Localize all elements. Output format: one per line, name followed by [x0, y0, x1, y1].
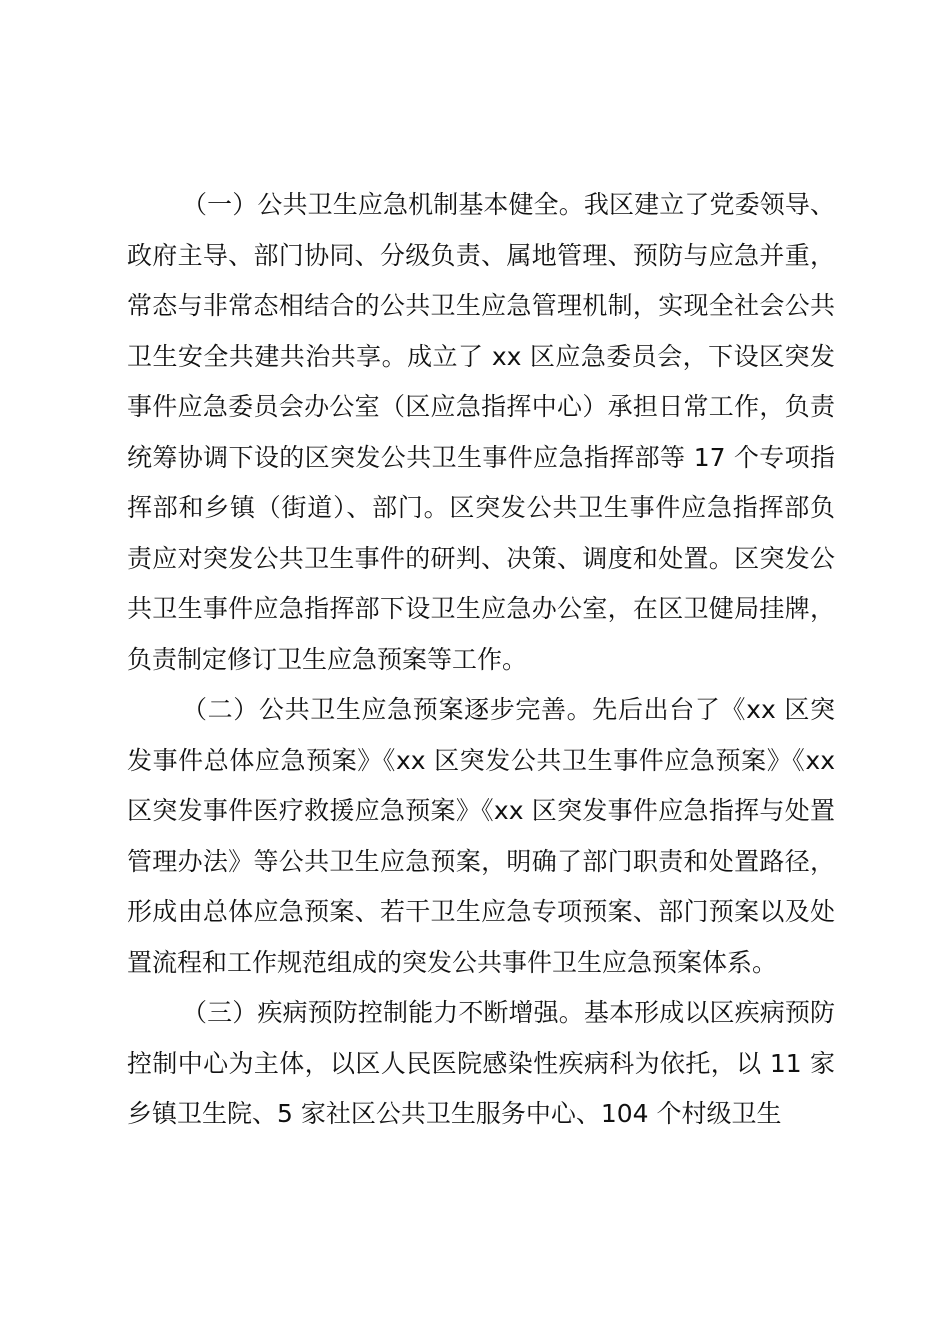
paragraph-emergency-plans: （二）公共卫生应急预案逐步完善。先后出台了《xx 区突发事件总体应急预案》《xx 区突发公共卫生事件应急预案》《xx 区突发事件医疗救援应急预案》《xx 区突发事件应急指挥与处置管理办法》等公共卫生应急预案，明确了部门职责和处置路径，形成由总体应急预案、若干卫生应急专项预案、部门预案以及处置流程和工作规范组成的突发公共事件卫生应急预案体系。 [127, 695, 835, 977]
paragraph-disease-control: （三）疾病预防控制能力不断增强。基本形成以区疾病预防控制中心为主体，以区人民医院感染性疾病科为依托，以 11 家乡镇卫生院、5 家社区公共卫生服务中心、104 个村级卫生 [127, 998, 835, 1128]
document-body [127, 180, 835, 1140]
paragraph-emergency-mechanism: （一）公共卫生应急机制基本健全。我区建立了党委领导、政府主导、部门协同、分级负责、属地管理、预防与应急并重，常态与非常态相结合的公共卫生应急管理机制，实现全社会公共卫生安全共建共治共享。成立了 xx 区应急委员会，下设区突发事件应急委员会办公室（区应急指挥中心）承担日常工作，负责统筹协调下设的区突发公共卫生事件应急指挥部等 17 个专项指挥部和乡镇（街道）、部门。区突发公共卫生事件应急指挥部负责应对突发公共卫生事件的研判、决策、调度和处置。区突发公共卫生事件应急指挥部下设卫生应急办公室，在区卫健局挂牌，负责制定修订卫生应急预案等工作。 [127, 190, 835, 674]
